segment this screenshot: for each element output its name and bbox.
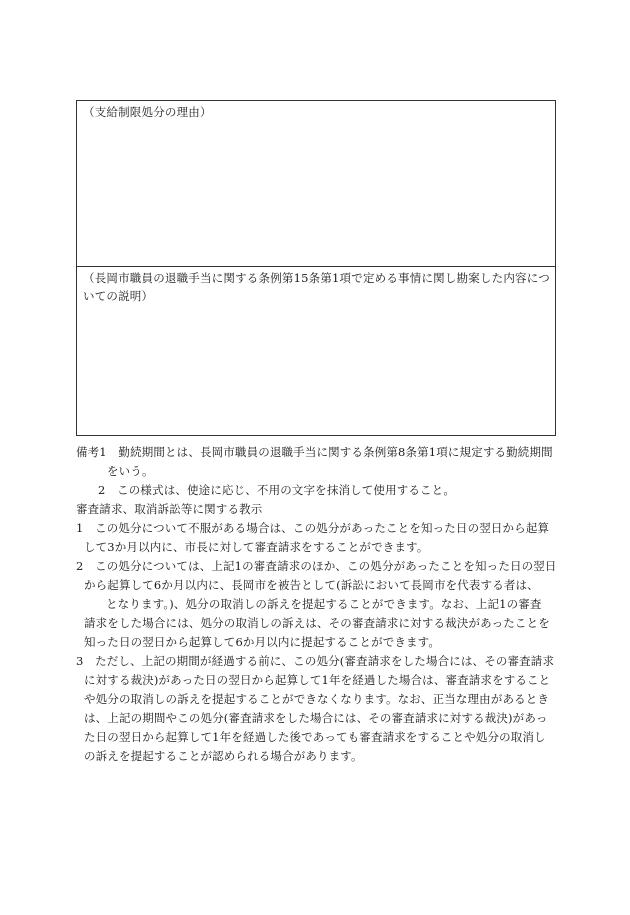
- instruction-heading: 審査請求、取消訴訟等に関する教示: [76, 502, 263, 516]
- remarks: [76, 443, 562, 500]
- explanation-box-label: [77, 267, 555, 307]
- instruction-line: 知った日の翌日から起算して6か月以内に提起することができます。: [84, 635, 441, 649]
- remark-1-line: をいう。: [107, 464, 154, 478]
- remark-2: 2 この様式は、使途に応じ、不用の文字を抹消して使用すること。: [98, 483, 455, 497]
- reason-box: [76, 100, 556, 266]
- explanation-label-line: いての説明）: [83, 289, 154, 303]
- remark-1-line: 備考1 勤続期間とは、長岡市職員の退職手当に関する条例第8条第1項に規定する勤続期間: [76, 445, 553, 459]
- explanation-box: [76, 266, 556, 436]
- instruction-line: して3か月以内に、市長に対して審査請求をすることができます。: [84, 540, 429, 554]
- instruction-line: となります。)、処分の取消しの訴えを提起することができます。なお、上記1の審査: [106, 597, 542, 611]
- instruction-line: 1 この処分について不服がある場合は、この処分があったことを知った日の翌日から起算: [76, 521, 550, 535]
- explanation-label-line: （長岡市職員の退職手当に関する条例第15条第1項で定める事情に関し勘案した内容につ: [83, 271, 550, 285]
- instruction-line: や処分の取消しの訴えを提起することができなくなります。なお、正当な理由があるとき: [84, 692, 550, 706]
- instruction-line: 3 ただし、上記の期間が経過する前に、この処分(審査請求をした場合には、その審査請求: [76, 654, 555, 668]
- instruction-paragraph-2: [76, 557, 562, 652]
- instruction-line: は、上記の期間やこの処分(審査請求をした場合には、その審査請求に対する裁決)があっ: [84, 711, 548, 725]
- instruction-line: 2 この処分については、上記1の審査請求のほか、この処分があったことを知った日の翌日: [76, 559, 557, 573]
- notes-section: [76, 443, 562, 766]
- instruction-line: に対する裁決)があった日の翌日から起算して1年を経過した場合は、審査請求をすること: [84, 673, 551, 687]
- instruction-line: 請求をした場合には、処分の取消しの訴えは、その審査請求に対する裁決があったことを: [84, 616, 550, 630]
- instruction-line: の訴えを提起することが認められる場合があります。: [84, 749, 363, 763]
- instruction-line: から起算して6か月以内に、長岡市を被告として(訴訟において長岡市を代表する者は、: [84, 578, 539, 592]
- instruction-paragraph-1: [76, 519, 562, 557]
- reason-box-label: （支給制限処分の理由）: [83, 105, 212, 119]
- instruction-paragraph-3: [76, 652, 562, 766]
- instruction-line: た日の翌日から起算して1年を経過した後であっても審査請求をすることや処分の取消し: [84, 730, 546, 744]
